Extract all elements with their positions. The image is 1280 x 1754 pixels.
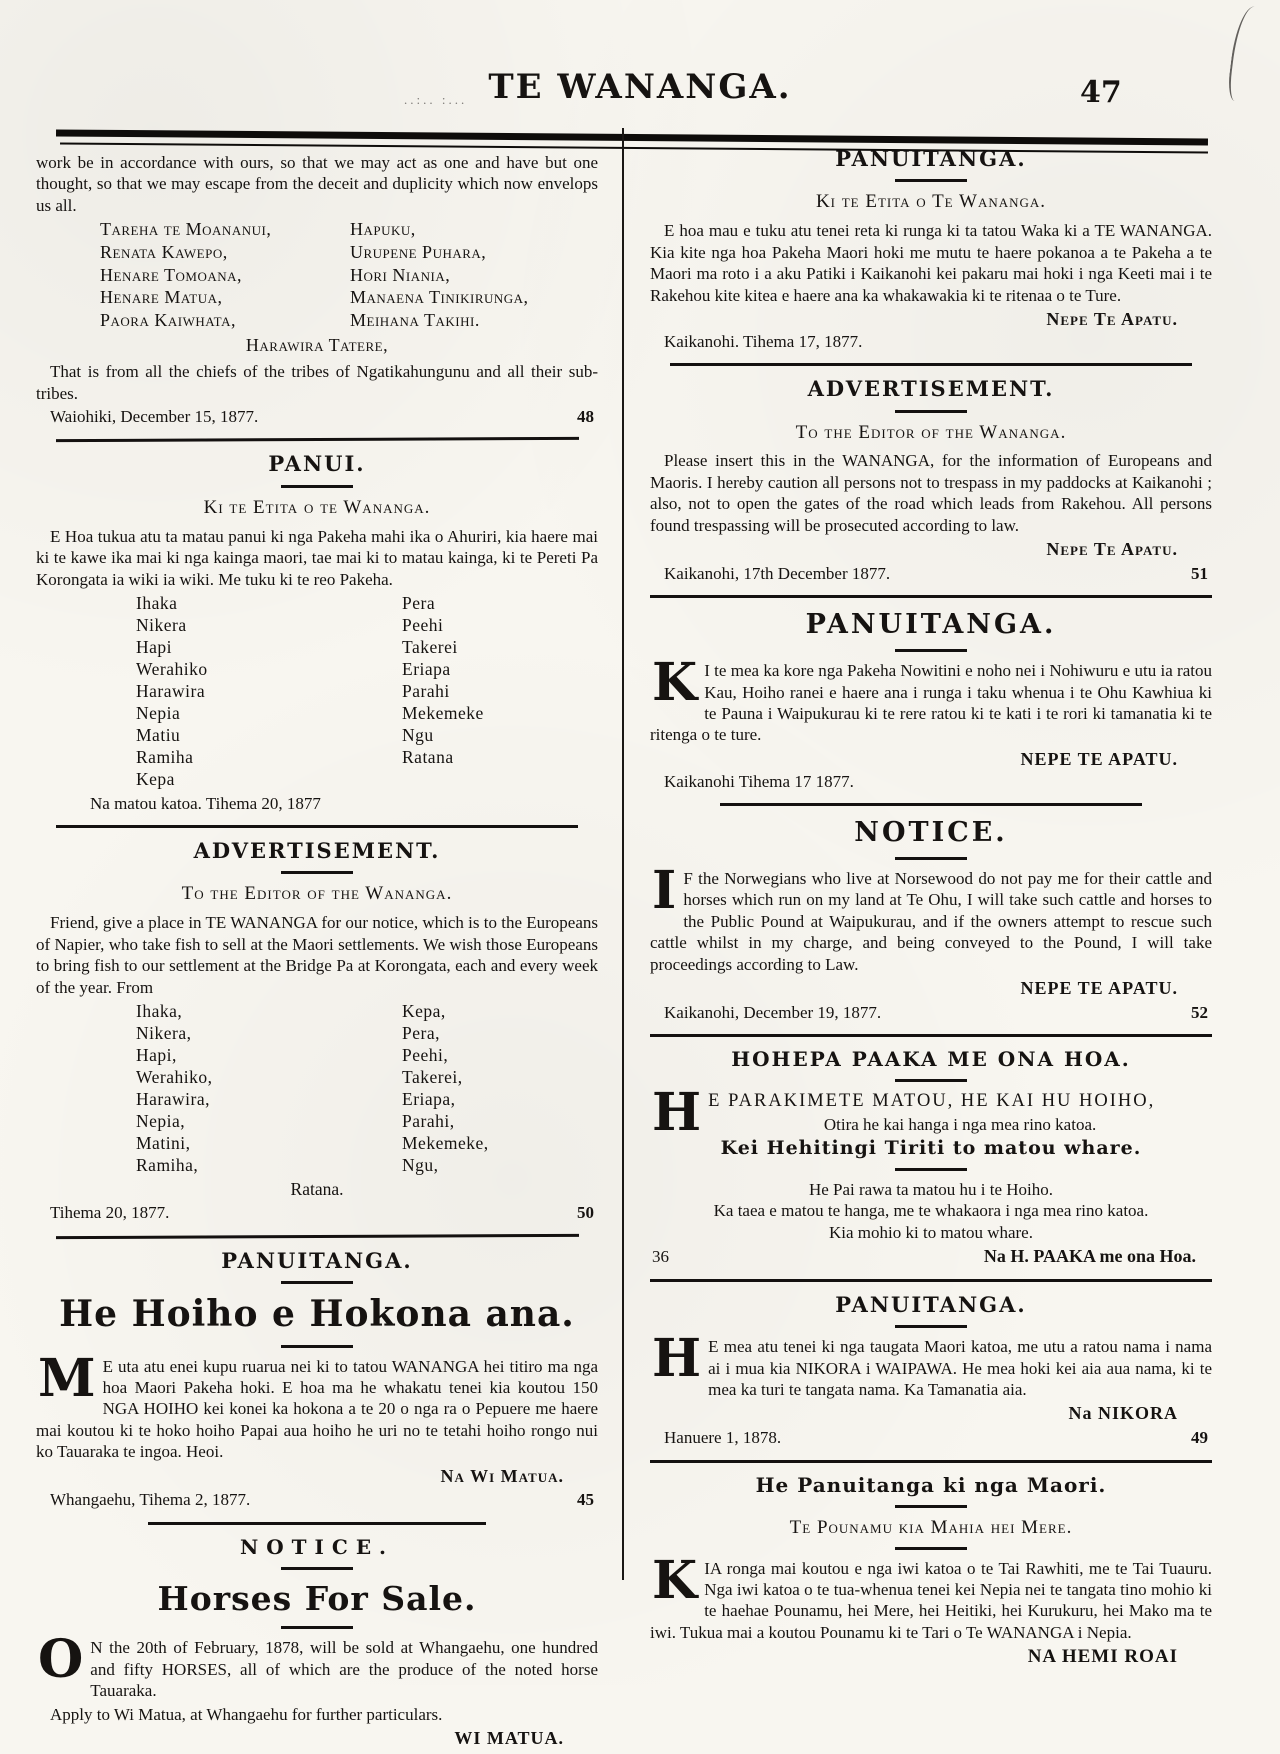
person-name: Kepa, xyxy=(402,1000,446,1021)
section-rule xyxy=(56,1234,579,1239)
section-rule xyxy=(650,1460,1212,1463)
person-name: Hapi xyxy=(136,637,173,658)
panuitanga-3-body xyxy=(650,1328,1212,1400)
horse-sale-maori-body xyxy=(36,1347,598,1463)
section-panui xyxy=(36,451,598,813)
heading-rule xyxy=(281,1567,353,1570)
heading-rule xyxy=(281,1345,353,1348)
section-panuitanga-3 xyxy=(650,1292,1212,1449)
section-horse-sale-maori xyxy=(36,1248,598,1511)
body-text: N the 20th of February, 1878, will be sold at Whangaehu, one hundred and fifty HORSES, all of which are the produce of the noted horse Tauaraka. xyxy=(90,1638,598,1701)
notice-number: 51 xyxy=(1191,563,1208,583)
dateline: Kaikanohi, December 19, 1877. xyxy=(664,1002,882,1022)
notice-number: 45 xyxy=(577,1490,594,1510)
person-name: Ihaka xyxy=(136,593,178,614)
signature: Nepe Te Apatu. xyxy=(1046,539,1178,560)
chief-name: Manaena Tinikirunga, xyxy=(350,287,529,308)
display-title: Horses For Sale. xyxy=(157,1578,477,1618)
panui-col-b xyxy=(402,592,484,790)
dateline-row xyxy=(650,563,1212,584)
notice-number: 52 xyxy=(1191,1002,1208,1022)
section-rule xyxy=(650,1279,1212,1282)
section-rule xyxy=(720,803,1142,806)
body-text: I te mea ka kore nga Pakeha Nowitini e noho nei i Nohiwuru e utu ia ratou Kau, Hoiho ranei e haere ana i runga i taku whenua i te Ohu Kawhiua ki te Pauna i Waipukurau ki te rere ratou ki te kati i te rori ki tamanatia ki te ritenga o te ture. xyxy=(650,661,1212,745)
notice-number: 50 xyxy=(577,1203,594,1223)
notice-number: 49 xyxy=(1191,1428,1208,1448)
signature: Nepe Te Apatu. xyxy=(1046,309,1178,330)
dateline: Hanuere 1, 1878. xyxy=(664,1428,782,1448)
dateline-row xyxy=(650,1002,1212,1023)
person-name: Takerei, xyxy=(402,1067,463,1088)
advertisement-col-b xyxy=(402,1000,489,1176)
chief-name: Tareha te Moananui, xyxy=(100,219,272,240)
section-rule xyxy=(56,437,579,442)
person-name: Ngu xyxy=(402,725,434,746)
apply-line: Apply to Wi Matua, at Whangaehu for further particulars. xyxy=(50,1704,443,1724)
hohepa-line-2: Otira he kai hanga i nga mea rino katoa. xyxy=(823,1114,1097,1134)
section-pounamu xyxy=(650,1473,1212,1670)
section-notice-right xyxy=(650,816,1212,1023)
person-name: Parahi xyxy=(402,681,450,702)
section-advertisement-right xyxy=(650,376,1212,584)
panuitanga-1-body: E hoa mau e tuku atu tenei reta ki runga ki ta tatou Waka ki a TE WANANGA. Kia kite nga hoa Pakeha Maori hoki me mutu te haere pokanoa a te Pakeha a te Maori ma roto i a aku Patiki i Kaikanohi kei pakaru mai hoki i nga Keeti mai i te Rakehou kite kitea e haere ana ka whakawakia ki te ritenaa o te Ture. xyxy=(650,221,1212,305)
panui-body: E Hoa tukua atu ta matau panui ki nga Pakeha mahi ika o Ahuriri, kia haere mai ki te kawe ika mai ki nga kainga maori, tae mai ki to matau kainga, ki te Pereti Pa Korongata ia wiki ia wiki. Me tuku ki te reo Pakeha. xyxy=(36,526,598,589)
heading-rule xyxy=(895,857,967,860)
sub-heading: Te Pounamu kia Mahia hei Mere. xyxy=(789,1516,1073,1538)
person-name: Mekemeke xyxy=(402,703,484,724)
person-name: Matini, xyxy=(136,1133,191,1154)
person-name: Nikera, xyxy=(136,1022,192,1043)
dateline: Waiohiki, December 15, 1877. xyxy=(50,407,259,427)
person-name-centered: Ratana. xyxy=(290,1179,344,1200)
chief-name-centered: Harawira Tatere, xyxy=(245,334,389,355)
person-name: Werahiko xyxy=(136,659,208,680)
signature: Na H. PAAKA me ona Hoa. xyxy=(983,1246,1196,1267)
hohepa-line-5: Ka taea e matou te hanga, me te whakaora i nga mea rino katoa. xyxy=(713,1201,1149,1221)
signature: NEPE TE APATU. xyxy=(1020,748,1178,769)
hohepa-footer-row xyxy=(650,1245,1212,1268)
person-name: Ngu, xyxy=(402,1155,439,1176)
person-name: Peehi xyxy=(402,615,444,636)
chief-name: Meihana Takihi. xyxy=(350,309,480,330)
panui-closing: Na matou katoa. Tihema 20, 1877 xyxy=(90,793,321,813)
chiefs-col-b xyxy=(350,218,529,331)
section-panuitanga-2 xyxy=(650,608,1212,792)
person-name: Nepia xyxy=(136,703,181,724)
chiefs-name-list xyxy=(36,218,598,331)
section-heading: NOTICE. xyxy=(239,1534,395,1559)
section-rule xyxy=(650,1034,1212,1037)
chief-name: Hapuku, xyxy=(350,219,416,240)
person-name: Takerei xyxy=(402,637,458,658)
person-name: Nikera xyxy=(136,615,187,636)
heading-rule xyxy=(281,871,353,874)
display-title: He Hoiho e Hokona ana. xyxy=(59,1293,575,1336)
section-heading: PANUITANGA. xyxy=(805,609,1057,641)
panui-col-a xyxy=(136,592,402,790)
heading-rule xyxy=(895,649,967,652)
section-horse-sale-english xyxy=(36,1535,598,1750)
section-rule xyxy=(650,595,1212,598)
heading-rule xyxy=(281,485,353,488)
panui-name-list xyxy=(36,592,598,790)
chief-name: Hori Niania, xyxy=(350,264,451,285)
signature: NA HEMI ROAI xyxy=(1027,1646,1178,1668)
dateline: Tihema 20, 1877. xyxy=(50,1203,170,1223)
salutation: Ki te Etita o Te Wananga. xyxy=(815,191,1047,213)
salutation: To the Editor of the Wananga. xyxy=(795,421,1067,443)
signature: Na Wi Matua. xyxy=(440,1465,564,1486)
chief-name: Henare Tomoana, xyxy=(100,264,242,285)
notice-number: 36 xyxy=(652,1247,669,1267)
section-heading: ADVERTISEMENT. xyxy=(193,837,441,863)
heading-rule xyxy=(895,1547,967,1550)
signature: WI MATUA. xyxy=(454,1728,564,1749)
dateline-row xyxy=(650,1427,1212,1448)
heading-rule xyxy=(895,179,967,182)
signature: NEPE TE APATU. xyxy=(1020,977,1178,998)
hohepa-line-6: Kia mohio ki to matou whare. xyxy=(829,1222,1033,1242)
chief-name: Henare Matua, xyxy=(100,287,223,308)
person-name: Eriapa xyxy=(402,659,451,680)
section-heading: NOTICE. xyxy=(854,816,1008,848)
body-text: E mea atu tenei ki nga taugata Maori katoa, me utu a ratou nama i nama ai i mua kia NIKORA i WAIPAWA. He mea hoki kei aia aua nama, ki te mea ka turi te tangata nama. Ka Tamanatia aia. xyxy=(708,1337,1212,1400)
salutation: To the Editor of the Wananga. xyxy=(181,883,453,905)
notice-right-body xyxy=(650,859,1212,975)
heading-rule xyxy=(895,1168,967,1171)
person-name: Werahiko, xyxy=(136,1067,213,1088)
hohepa-lead xyxy=(650,1082,1212,1144)
horse-sale-english-body xyxy=(36,1629,598,1701)
section-rule xyxy=(56,825,579,828)
hohepa-line-1: E PARAKIMETE MATOU, HE KAI HU HOIHO, xyxy=(708,1091,1156,1112)
column-divider xyxy=(622,128,624,1580)
advertisement-body: Friend, give a place in TE WANANGA for our notice, which is to the Europeans of Napier, who take fish to sell at the Maori settlements. We wish those Europeans to bring fish to our settlement at the Bridge Pa at Korongata, each and every week of the year. From xyxy=(36,913,598,997)
section-hohepa-paaka xyxy=(650,1047,1212,1268)
person-name: Ramiha, xyxy=(136,1155,199,1176)
section-heading: He Panuitanga ki nga Maori. xyxy=(755,1472,1107,1497)
dateline: Whangaehu, Tihema 2, 1877. xyxy=(50,1490,251,1510)
person-name: Nepia, xyxy=(136,1111,186,1132)
section-heading: PANUITANGA. xyxy=(835,146,1027,171)
hohepa-address: Kei Hehitingi Tiriti to matou whare. xyxy=(720,1136,1142,1159)
masthead-title: TE WANANGA. xyxy=(488,67,792,107)
dateline: Kaikanohi Tihema 17 1877. xyxy=(664,771,854,791)
section-heading: ADVERTISEMENT. xyxy=(807,376,1055,402)
body-text: F the Norwegians who live at Norsewood do not pay me for their cattle and horses which run on my land at Te Ohu, I will take such cattle and horses to the Public Pound at Waipukurau, and if the owners attempt to rescue such cattle whilst in my charge, and being conveyed to the Pound, I will take proceedings according to Law. xyxy=(650,868,1212,974)
continuation-paragraph: work be in accordance with ours, so that we may act as one and have but one thought, so that we may escape from the deceit and duplicity which now envelops us all. xyxy=(36,153,598,215)
person-name: Hapi, xyxy=(136,1045,177,1066)
hohepa-line-4: He Pai rawa ta matou hu i te Hoiho. xyxy=(808,1179,1054,1199)
advertisement-name-list xyxy=(36,1000,598,1176)
person-name: Matiu xyxy=(136,725,181,746)
ink-smudge-dots: ..:.. :... xyxy=(404,92,468,107)
heading-rule xyxy=(895,1079,967,1082)
body-text: E uta atu enei kupu ruarua nei ki to tatou WANANGA hei titiro ma nga hoa Maori Pakeha hoki. E hoa ma he whakatu tenei kia koutou 150 NGA HOIHO kei konei ka hokona a te 20 o nga ra o Pepuere me haere mai koutou ki te hoko hoiho Papai aua hoiho he uri no te tetahi hoiho rongo nui ko Tauaraka te ingoa. Heoi. xyxy=(36,1356,598,1462)
chief-name: Urupene Puhara, xyxy=(350,241,487,262)
heading-rule xyxy=(281,1626,353,1629)
drop-cap: H xyxy=(652,1328,702,1390)
panuitanga-2-body xyxy=(650,652,1212,746)
drop-cap: H xyxy=(652,1082,702,1144)
person-name: Ihaka, xyxy=(136,1000,183,1021)
section-advertisement-left xyxy=(36,838,598,1224)
chiefs-note: That is from all the chiefs of the tribes of Ngatikahungunu and all their sub-tribes. xyxy=(36,362,598,403)
person-name: Pera, xyxy=(402,1022,440,1043)
heading-rule xyxy=(895,1325,967,1328)
drop-cap: K xyxy=(652,652,698,714)
signature: Na NIKORA xyxy=(1068,1403,1178,1424)
person-name: Ratana xyxy=(402,747,454,768)
page-number: 47 xyxy=(1080,75,1122,110)
person-name: Harawira, xyxy=(136,1089,210,1110)
dateline-row xyxy=(36,406,598,427)
advertisement-col-a xyxy=(136,1000,402,1176)
person-name: Peehi, xyxy=(402,1045,449,1066)
chiefs-col-a xyxy=(100,218,350,331)
person-name: Eriapa, xyxy=(402,1089,456,1110)
dateline: Kaikanohi, 17th December 1877. xyxy=(664,563,891,583)
section-panuitanga-1 xyxy=(650,146,1212,352)
drop-cap: O xyxy=(38,1629,84,1691)
drop-cap: K xyxy=(652,1549,698,1611)
heading-rule xyxy=(895,410,967,413)
chief-name: Renata Kawepo, xyxy=(100,241,228,262)
notice-number: 48 xyxy=(577,407,594,427)
section-heading: PANUITANGA. xyxy=(221,1247,413,1273)
person-name: Pera xyxy=(402,593,436,614)
dateline-row xyxy=(36,1489,598,1510)
section-heading: PANUI. xyxy=(268,451,366,477)
section-rule xyxy=(148,1522,485,1525)
section-heading: HOHEPA PAAKA ME ONA HOA. xyxy=(731,1047,1131,1072)
section-heading: PANUITANGA. xyxy=(835,1291,1027,1317)
heading-rule xyxy=(281,1281,353,1284)
left-column xyxy=(36,152,598,1754)
dateline: Kaikanohi. Tihema 17, 1877. xyxy=(664,331,863,351)
drop-cap: I xyxy=(652,859,677,921)
section-rule xyxy=(670,363,1193,366)
advertisement-right-body: Please insert this in the WANANGA, for the information of Europeans and Maoris. I hereby caution all persons not to trespass in my paddocks at Kaikanohi ; also, not to open the gates of the road which leads from Rakehou. All persons found trespassing will be prosecuted according to law. xyxy=(650,451,1212,535)
right-column xyxy=(650,142,1212,1673)
person-name: Mekemeke, xyxy=(402,1133,489,1154)
heading-rule xyxy=(895,1505,967,1508)
body-text: IA ronga mai koutou e nga iwi katoa o te Tai Rawhiti, me te Tai Tuauru. Nga iwi katoa o te tua-whenua tenei kei Nepia nei te tangata tino mohio ki te haehae Pounamu, hei Mere, hei Heitiki, hei Kurukuru, hei Mako ma te iwi. Tukua mai a koutou Pounamu ki te Tari o Te WANANGA i Nepia. xyxy=(650,1558,1212,1642)
pounamu-body xyxy=(650,1549,1212,1644)
person-name: Parahi, xyxy=(402,1111,455,1132)
chief-name: Paora Kaiwhata, xyxy=(100,309,236,330)
person-name: Ramiha xyxy=(136,747,194,768)
salutation: Ki te Etita o te Wananga. xyxy=(203,496,431,518)
drop-cap: M xyxy=(38,1347,96,1409)
dateline-row xyxy=(36,1202,598,1223)
person-name: Harawira xyxy=(136,681,206,702)
person-name: Kepa xyxy=(136,769,175,790)
